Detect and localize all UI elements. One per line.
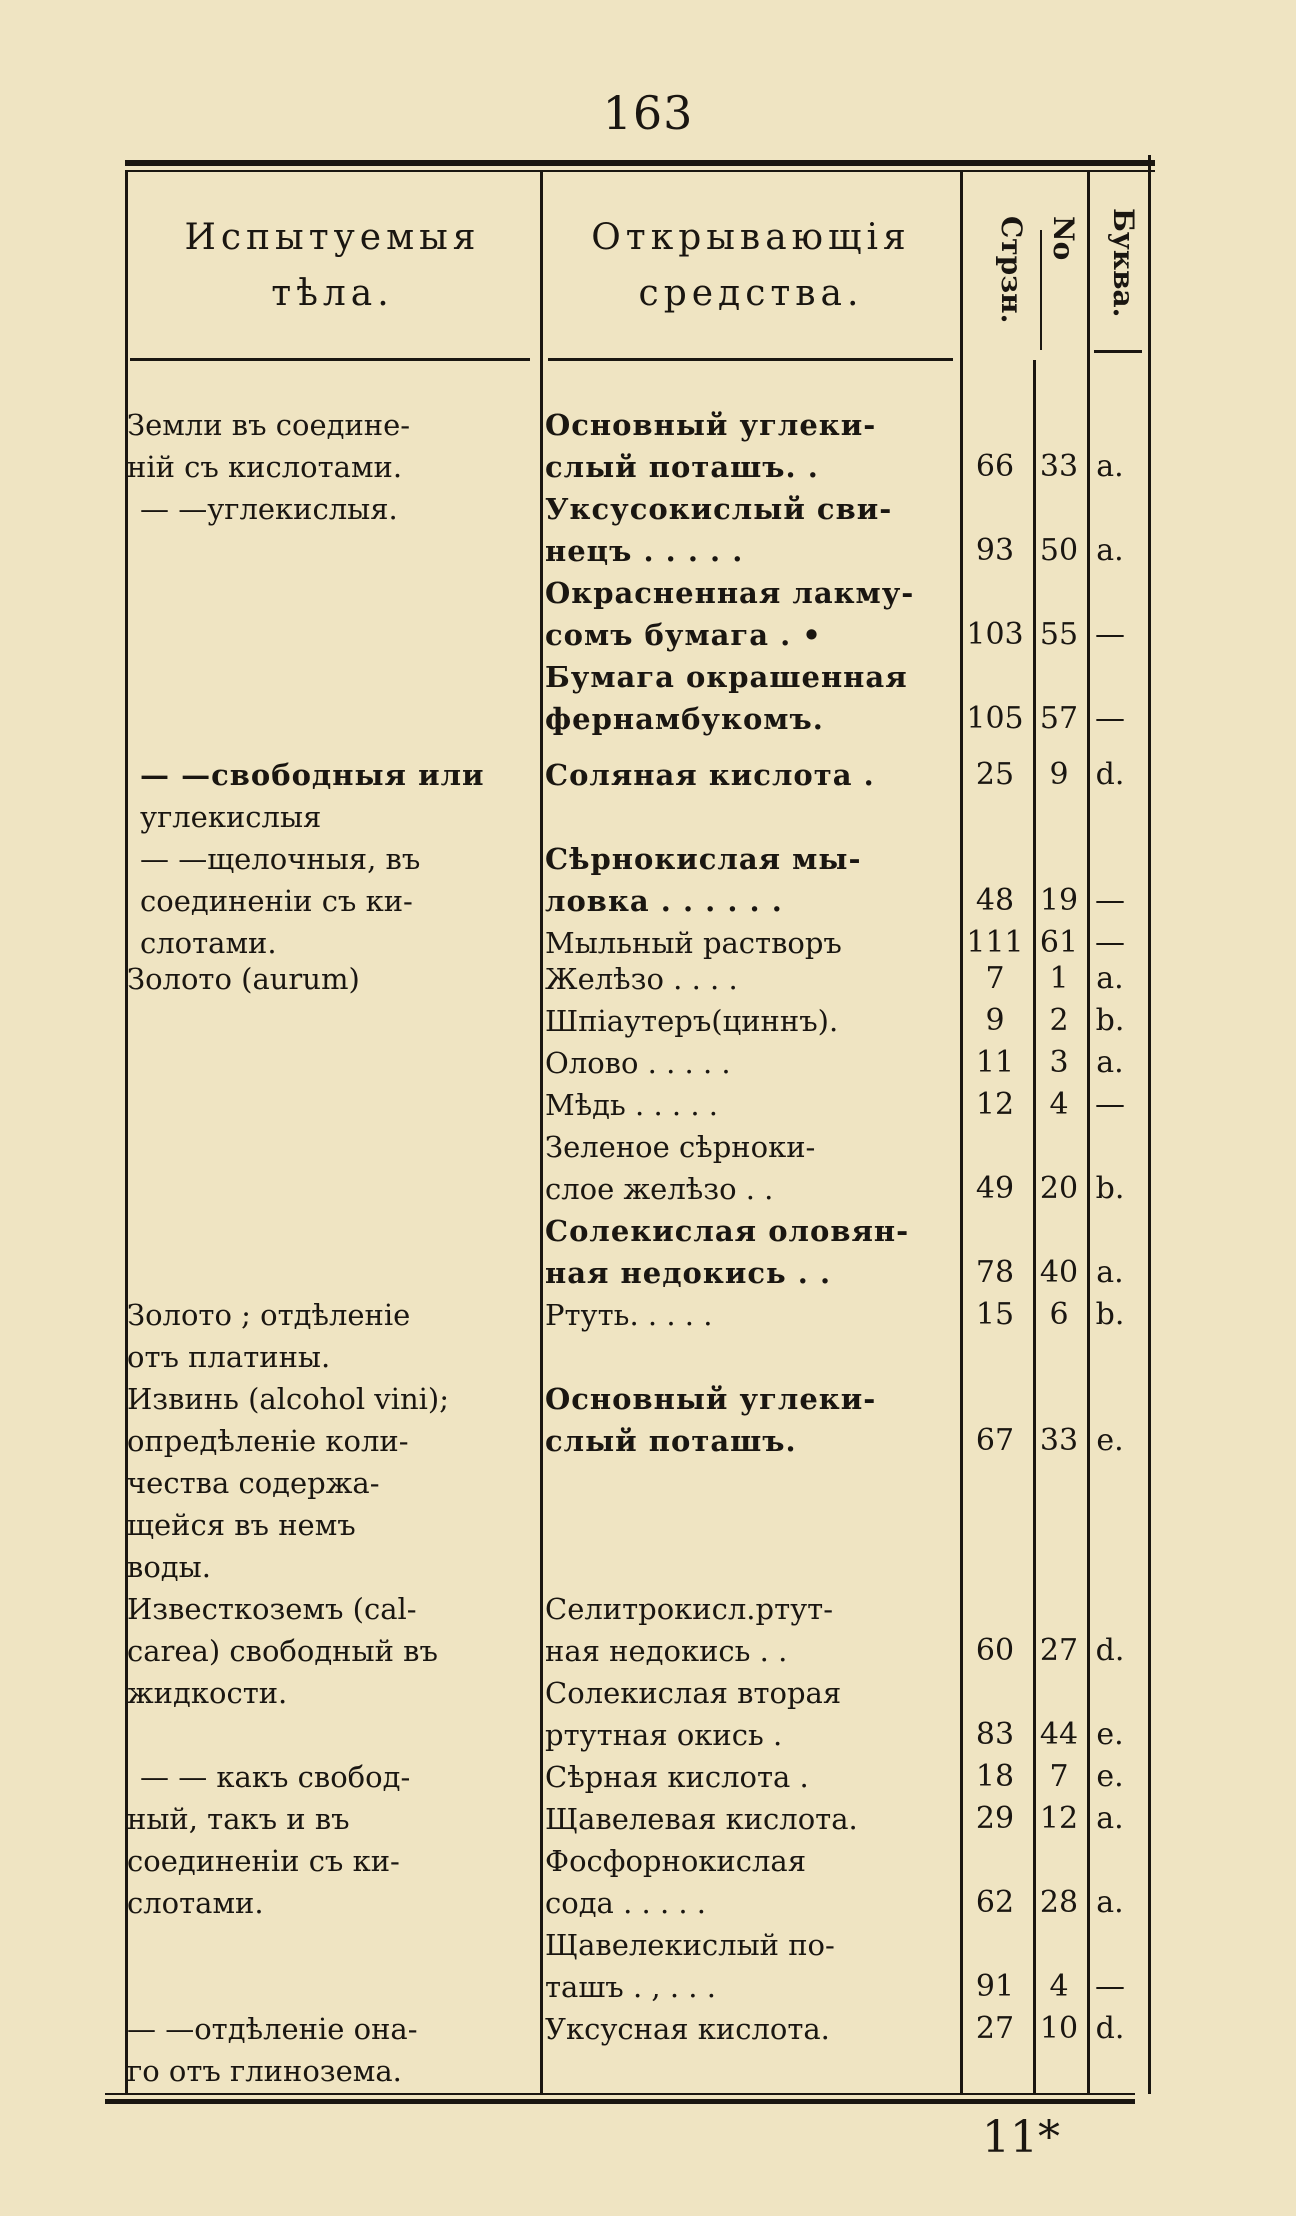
bottom-rule-thin [105, 2093, 1135, 2095]
reagent-line: Сѣрнокислая мы- [545, 842, 862, 876]
left-line: воды. [127, 1550, 211, 1584]
entry-number: 40 [1039, 1255, 1079, 1290]
left-line: го отъ глинозема. [127, 2054, 402, 2088]
page-ref: 7 [985, 961, 1005, 996]
page-ref: 48 [975, 883, 1015, 918]
reagent-line: Мѣдь . . . . . [545, 1088, 719, 1122]
left-line: Земли въ соедине- [127, 408, 411, 442]
left-line: — — какъ свобод- [140, 1760, 411, 1794]
reagent-line: Уксусокислый сви- [545, 492, 893, 526]
reagent-line: Окрасненная лакму- [545, 576, 915, 610]
reagent-line: фернамбукомъ. [545, 702, 824, 736]
page-ref: 49 [975, 1171, 1015, 1206]
reagent-line: Ртуть. . . . . [545, 1298, 713, 1332]
letter: e. [1096, 1759, 1124, 1794]
left-line: Извинь (alcohol vini); [127, 1382, 450, 1416]
reagent-line: сомъ бумага . • [545, 618, 822, 652]
letter: a. [1096, 449, 1124, 484]
letter: b. [1095, 1297, 1125, 1332]
reagent-line: Щавелевая кислота. [545, 1802, 858, 1836]
reagent-line: слый поташъ. . [545, 450, 819, 484]
entry-number: 7 [1049, 1759, 1069, 1794]
left-line: отъ платины. [127, 1340, 331, 1374]
reagent-line: Соляная кислота . [545, 758, 875, 792]
top-rule-thin [125, 170, 1155, 172]
page-ref: 78 [975, 1255, 1015, 1290]
page-ref: 25 [975, 757, 1015, 792]
reagent-line: ртутная окись . [545, 1718, 783, 1752]
entry-number: 50 [1039, 533, 1079, 568]
reagent-line: Олово . . . . . [545, 1046, 731, 1080]
entry-number: 19 [1039, 883, 1079, 918]
page-ref: 103 [966, 617, 1024, 652]
left-line: опредѣленіе коли- [127, 1424, 409, 1458]
reagent-line: Сѣрная кислота . [545, 1760, 809, 1794]
reagent-line: ташъ . , . . . [545, 1970, 716, 2004]
letter: b. [1095, 1003, 1125, 1038]
entry-number: 4 [1049, 1969, 1069, 2004]
entry-number: 4 [1049, 1087, 1069, 1122]
page-ref: 27 [975, 2011, 1015, 2046]
reagent-line: Селитрокисл.ртут- [545, 1592, 834, 1626]
left-line: Золото ; отдѣленіе [127, 1298, 411, 1332]
entry-number: 61 [1039, 925, 1079, 960]
page-ref: 60 [975, 1633, 1015, 1668]
letter: e. [1096, 1423, 1124, 1458]
reagent-line: Солекислая вторая [545, 1676, 842, 1710]
reagent-line: Основный углеки- [545, 1382, 877, 1416]
header-number: No [1047, 216, 1080, 261]
entry-number: 2 [1049, 1003, 1069, 1038]
page-ref: 11 [975, 1045, 1015, 1080]
signature-mark: 11* [982, 2112, 1060, 2163]
header-underline-2 [548, 358, 953, 361]
entry-number: 28 [1039, 1885, 1079, 1920]
entry-number: 33 [1039, 1423, 1079, 1458]
letter: d. [1095, 1633, 1125, 1668]
page-ref: 18 [975, 1759, 1015, 1794]
letter: a. [1096, 1255, 1124, 1290]
page-ref: 66 [975, 449, 1015, 484]
entry-number: 27 [1039, 1633, 1079, 1668]
letter: d. [1095, 2011, 1125, 2046]
entry-number: 44 [1039, 1717, 1079, 1752]
reagent-line: ловка . . . . . . [545, 884, 783, 918]
letter: a. [1096, 1885, 1124, 1920]
header-letter: Буква. [1107, 208, 1140, 318]
left-line: ный, такъ и въ [127, 1802, 350, 1836]
letter: a. [1096, 533, 1124, 568]
left-line: слотами. [127, 1886, 264, 1920]
entry-number: 33 [1039, 449, 1079, 484]
reagent-line: Зеленое сѣрноки- [545, 1130, 816, 1164]
header-underline-1 [130, 358, 530, 361]
page-ref: 105 [966, 701, 1024, 736]
letter: d. [1095, 757, 1125, 792]
letter: — [1095, 925, 1125, 960]
reagent-line: слое желѣзо . . [545, 1172, 774, 1206]
reagent-line: ная недокись . . [545, 1256, 832, 1290]
reagent-line: Бумага окрашенная [545, 660, 908, 694]
left-line: углекислыя [140, 800, 322, 834]
header-page-ref: Стрзн. [995, 216, 1028, 324]
letter: b. [1095, 1171, 1125, 1206]
page-ref: 93 [975, 533, 1015, 568]
left-line: слотами. [140, 926, 277, 960]
page-ref: 62 [975, 1885, 1015, 1920]
letter: — [1095, 701, 1125, 736]
left-line: — —свободныя или [140, 758, 485, 792]
letter: e. [1096, 1717, 1124, 1752]
letter: a. [1096, 1045, 1124, 1080]
entry-number: 1 [1049, 961, 1069, 996]
letter: — [1095, 617, 1125, 652]
entry-number: 10 [1039, 2011, 1079, 2046]
left-line: ній съ кислотами. [127, 450, 403, 484]
entry-number: 55 [1039, 617, 1079, 652]
letter: — [1095, 1969, 1125, 2004]
header-reagents: Открывающія средства. [591, 217, 911, 314]
reagent-line: Щавелекислый по- [545, 1928, 835, 1962]
entry-number: 12 [1039, 1801, 1079, 1836]
page-ref: 12 [975, 1087, 1015, 1122]
left-line: carea) свободный въ [127, 1634, 438, 1668]
left-line: чества содержа- [127, 1466, 380, 1500]
reagent-line: Мыльный растворъ [545, 926, 842, 960]
left-line: Золото (aurum) [127, 962, 360, 996]
reagent-line: Уксусная кислота. [545, 2012, 830, 2046]
page-ref: 9 [985, 1003, 1005, 1038]
reagent-line: Фосфорнокислая [545, 1844, 806, 1878]
header-tested-bodies: Испытуемыя тѣла. [184, 217, 481, 314]
left-line: — —отдѣленіе она- [127, 2012, 418, 2046]
letter: a. [1096, 1801, 1124, 1836]
page-ref: 83 [975, 1717, 1015, 1752]
reagent-line: нецъ . . . . . [545, 534, 744, 568]
table-border-right [1148, 155, 1151, 2094]
page-ref: 29 [975, 1801, 1015, 1836]
reagent-line: сода . . . . . [545, 1886, 707, 1920]
left-line: соединеніи съ ки- [127, 1844, 400, 1878]
reagent-line: Шпіаутеръ(циннъ). [545, 1004, 839, 1038]
letter: a. [1096, 961, 1124, 996]
entry-number: 6 [1049, 1297, 1069, 1332]
left-line: Известкоземъ (cal- [127, 1592, 417, 1626]
left-line: щейся въ немъ [127, 1508, 356, 1542]
column-divider-1 [540, 172, 543, 2094]
reagent-line: Желѣзо . . . . [545, 962, 738, 996]
reagent-line: Солекислая оловян- [545, 1214, 910, 1248]
top-rule [125, 160, 1155, 166]
header-divider-short [1040, 230, 1042, 350]
page-ref: 111 [966, 925, 1024, 960]
page-number: 163 [602, 86, 694, 140]
letter: — [1095, 883, 1125, 918]
reagent-line: Основный углеки- [545, 408, 877, 442]
reagent-line: ная недокись . . [545, 1634, 788, 1668]
entry-number: 3 [1049, 1045, 1069, 1080]
bottom-rule [105, 2099, 1135, 2104]
reagent-line: слый поташъ. [545, 1424, 797, 1458]
left-line: — —щелочныя, въ [140, 842, 421, 876]
entry-number: 9 [1049, 757, 1069, 792]
page-ref: 15 [975, 1297, 1015, 1332]
entry-number: 57 [1039, 701, 1079, 736]
left-line: соединеніи съ ки- [140, 884, 413, 918]
left-line: — —углекислыя. [140, 492, 398, 526]
header-underline-5 [1094, 350, 1142, 353]
left-line: жидкости. [127, 1676, 288, 1710]
letter: — [1095, 1087, 1125, 1122]
page-ref: 91 [975, 1969, 1015, 2004]
entry-number: 20 [1039, 1171, 1079, 1206]
page-ref: 67 [975, 1423, 1015, 1458]
